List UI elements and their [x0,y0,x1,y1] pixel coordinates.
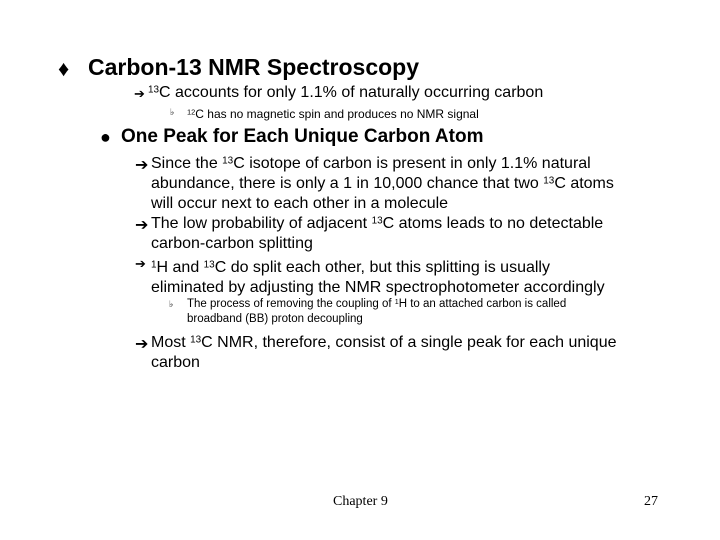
sub-item-decoupling [187,297,566,327]
footer-page-number: 27 [644,494,658,509]
superscript: 1 [151,259,157,271]
text-run: H to an attached carbon is called [398,298,567,310]
superscript: 13 [371,215,383,227]
item-single-peak [151,333,616,373]
point-text: C accounts for only 1.1% of naturally occurring carbon [159,84,544,101]
superscript: 13 [222,155,234,167]
text-run: C atoms [554,175,614,192]
item-line [151,214,603,234]
text-run: C do split each other, but this splitting is usually [214,259,550,276]
sub-bullet-icon: ♭ [169,299,174,309]
item-line: carbon [151,354,200,371]
text-run: Since the [151,155,223,172]
point-natural-abundance [148,84,543,102]
item-line [151,333,616,353]
slide-title: Carbon-13 NMR Spectroscopy [88,54,420,80]
text-run: The process of removing the coupling of [187,298,395,310]
item-line [151,258,605,278]
superscript: 1 [394,297,399,306]
arrow-bullet-icon: ➔ [135,336,149,353]
item-line [151,174,614,194]
text-run: C NMR, therefore, consist of a single peak for each unique [201,334,617,351]
sub-point-c12 [187,107,479,121]
sub-bullet-icon: ♭ [170,107,175,117]
text-run: The low probability of adjacent [151,215,372,232]
arrow-bullet-icon: ➔ [135,157,149,174]
sub-point-text: C has no magnetic spin and produces no NMR signal [195,107,479,121]
arrow-bullet-icon: ➔ [134,86,145,101]
title-bullet-icon: ♦ [58,56,70,81]
superscript: 13 [543,175,555,187]
superscript: 13 [148,84,160,96]
item-line: carbon-carbon splitting [151,235,313,252]
item-line: broadband (BB) proton decoupling [187,313,363,325]
text-run: abundance, there is only a 1 in 10,000 chance that two [151,175,544,192]
item-line [151,154,614,174]
text-run: Most [151,334,191,351]
arrow-bullet-icon: ➔ [135,217,149,234]
item-line: will occur next to each other in a molecule [151,195,449,212]
superscript: 12 [187,107,196,117]
section-heading: One Peak for Each Unique Carbon Atom [121,126,484,147]
item-low-probability [151,214,603,254]
item-h-c-splitting [151,258,605,298]
arrow-bullet-icon: ➔ [135,256,146,271]
section-bullet-icon: ● [100,127,111,147]
item-line: eliminated by adjusting the NMR spectrophotometer accordingly [151,279,605,296]
item-line [187,297,566,312]
text-run: C isotope of carbon is present in only 1.1% natural [233,155,591,172]
superscript: 13 [203,259,215,271]
superscript: 13 [190,334,202,346]
text-run: C atoms leads to no detectable [382,215,604,232]
footer-chapter: Chapter 9 [333,494,388,509]
text-run: H and [156,259,204,276]
item-isotope-abundance [151,154,614,214]
